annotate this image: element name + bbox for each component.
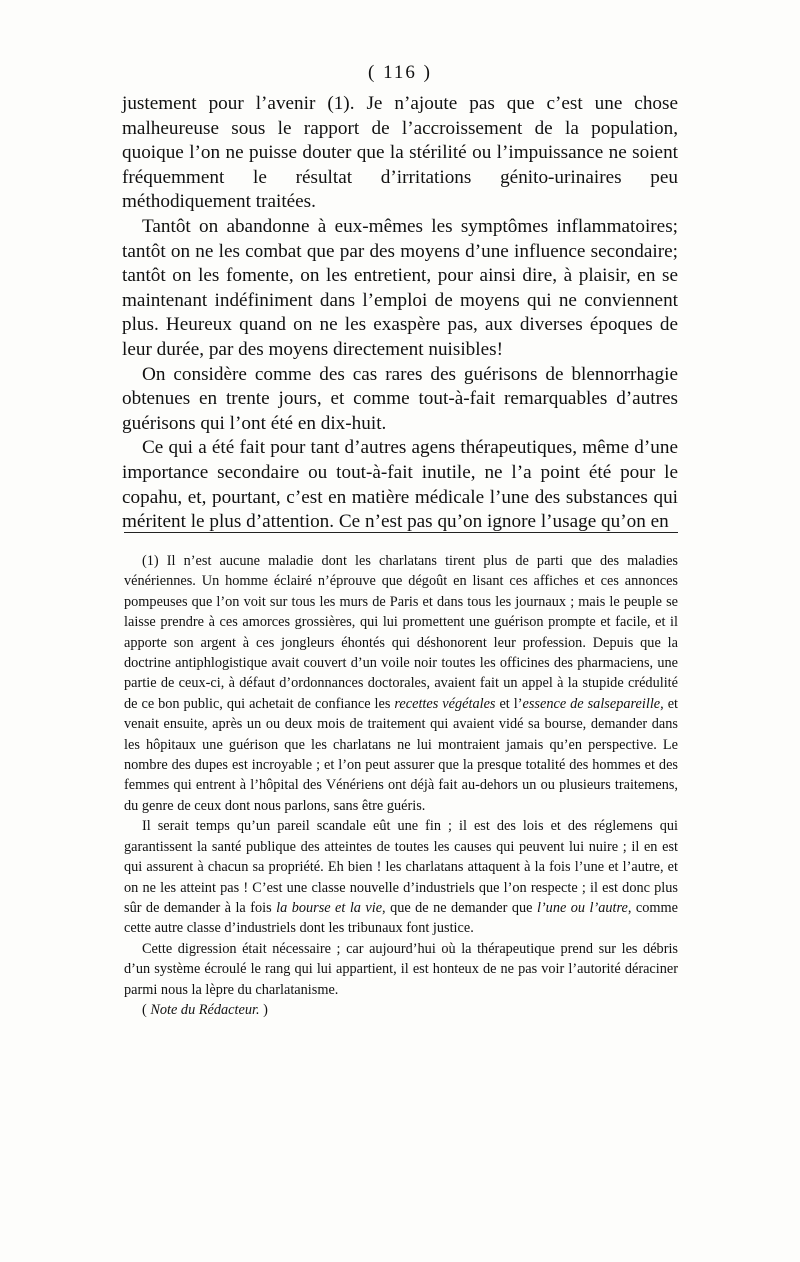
footnote-italic-text: recettes végétales	[394, 695, 496, 712]
page-number: ( 116 )	[368, 62, 432, 83]
footnote-text: et l’	[495, 695, 523, 712]
signature-text: Note du Rédacteur.	[150, 1001, 260, 1018]
main-text	[122, 92, 678, 535]
main-paragraph-1: justement pour l’avenir (1). Je n’ajoute pas que c’est une chose malheureuse sous le rapport de l’accroissement de la population, quoique l’on ne puisse douter que la stérilité ou l’impuissance ne soient fréquemment le résultat d’irritations génito-urinaires peu méthodiquement traitées.	[122, 93, 678, 213]
footnote-text: (1) Il n’est aucune maladie dont les charlatans tirent plus de parti que des maladies vénériennes. Un homme éclairé n’éprouve que dégoût en lisant ces affiches et ces annonces pompeuses que l’on voit sur tous les murs de Paris et dans tous les journaux ; mais le peuple se laisse prendre à ces amorces grossières, qui lui promettent une guérison prompte et facile, et il apporte son argent à ces jongleurs éhontés qui déshonorent leur profession. Depuis que la doctrine antiphlogistique avait couvert d’un voile noir toutes les officines des pharmaciens, une partie de ceux-ci, à défaut d’ordonnances doctorales, avaient fait un appel à la stupide crédulité de ce bon public, qui achetait de confiance les	[124, 553, 678, 712]
footnote-paragraph-3: Cette digression était nécessaire ; car aujourd’hui où la thérapeutique prend sur les débris d’un système écroulé le rang qui lui appartient, il est honteux de ne pas voir l’autorité déraciner parmi nous la lèpre du charlatanisme.	[124, 940, 678, 998]
footnote-paragraph-2	[124, 816, 678, 938]
footnote-italic-text: essence de salsepareille	[522, 695, 661, 712]
footnote-paragraph-1	[124, 551, 678, 816]
footnote-italic-text: la bourse et la vie	[276, 899, 383, 916]
footnote-text: , que de ne demander que	[382, 899, 537, 916]
main-paragraph-2: Tantôt on abandonne à eux-mêmes les symptômes inflammatoires; tantôt on ne les combat que par des moyens d’une influence secondaire; tantôt on les fomente, on les entretient, pour ainsi dire, à plaisir, en se maintenant indéfiniment dans l’emploi de moyens qui ne conviennent plus. Heureux quand on ne les exaspère pas, aux diverses époques de leur durée, par des moyens directement nuisibles!	[122, 215, 678, 360]
editor-signature	[124, 1000, 678, 1020]
footnote-divider	[124, 532, 678, 533]
signature-paren-close: )	[259, 1001, 268, 1018]
main-paragraph-3: On considère comme des cas rares des guérisons de blennorrhagie obtenues en trente jours, et comme tout-à-fait remarquables d’autres guérisons qui l’ont été en dix-huit.	[122, 363, 678, 434]
footnote-text: , et venait ensuite, après un ou deux mois de traitement qui avaient vidé sa bourse, demander dans les hôpitaux une guérison que les charlatans ne lui montraient jamais qu’en perspective. Le nombre des dupes est incroyable ; et l’on peut assurer que la presque totalité des hommes et des femmes qui entrent à l’hôpital des Vénériens ont déjà fait au-dehors un ou plusieurs traitemens, du genre de ceux dont nous parlons, sans être guéris.	[124, 695, 679, 814]
footnote-text: Il serait temps qu’un pareil scandale eût une fin ; il est des lois et des réglemens qui garantissent la santé publique des atteintes de toutes les causes qui peuvent lui nuire ; il en est qui assurent à chacun sa propriété. Eh bien ! les charlatans attaquent à la fois l’une et l’autre, et on ne les atteint pas ! C’est une classe nouvelle d’industriels que l’on respecte ; il est donc plus sûr de demander à la fois	[124, 818, 678, 916]
main-paragraph-4: Ce qui a été fait pour tant d’autres agens thérapeutiques, même d’une importance secondaire ou tout-à-fait inutile, ne l’a point été pour le copahu, et, pourtant, c’est en matière médicale l’une des substances qui méritent le plus d’attention. Ce n’est pas qu’on ignore l’usage qu’on en	[122, 437, 678, 533]
footnote-text: , comme cette autre classe d’industriels dont les tribunaux font justice.	[124, 899, 678, 937]
footnote-italic-text: l’une ou l’autre	[536, 899, 628, 916]
footnote	[124, 551, 678, 1020]
signature-paren-open: (	[142, 1001, 151, 1018]
